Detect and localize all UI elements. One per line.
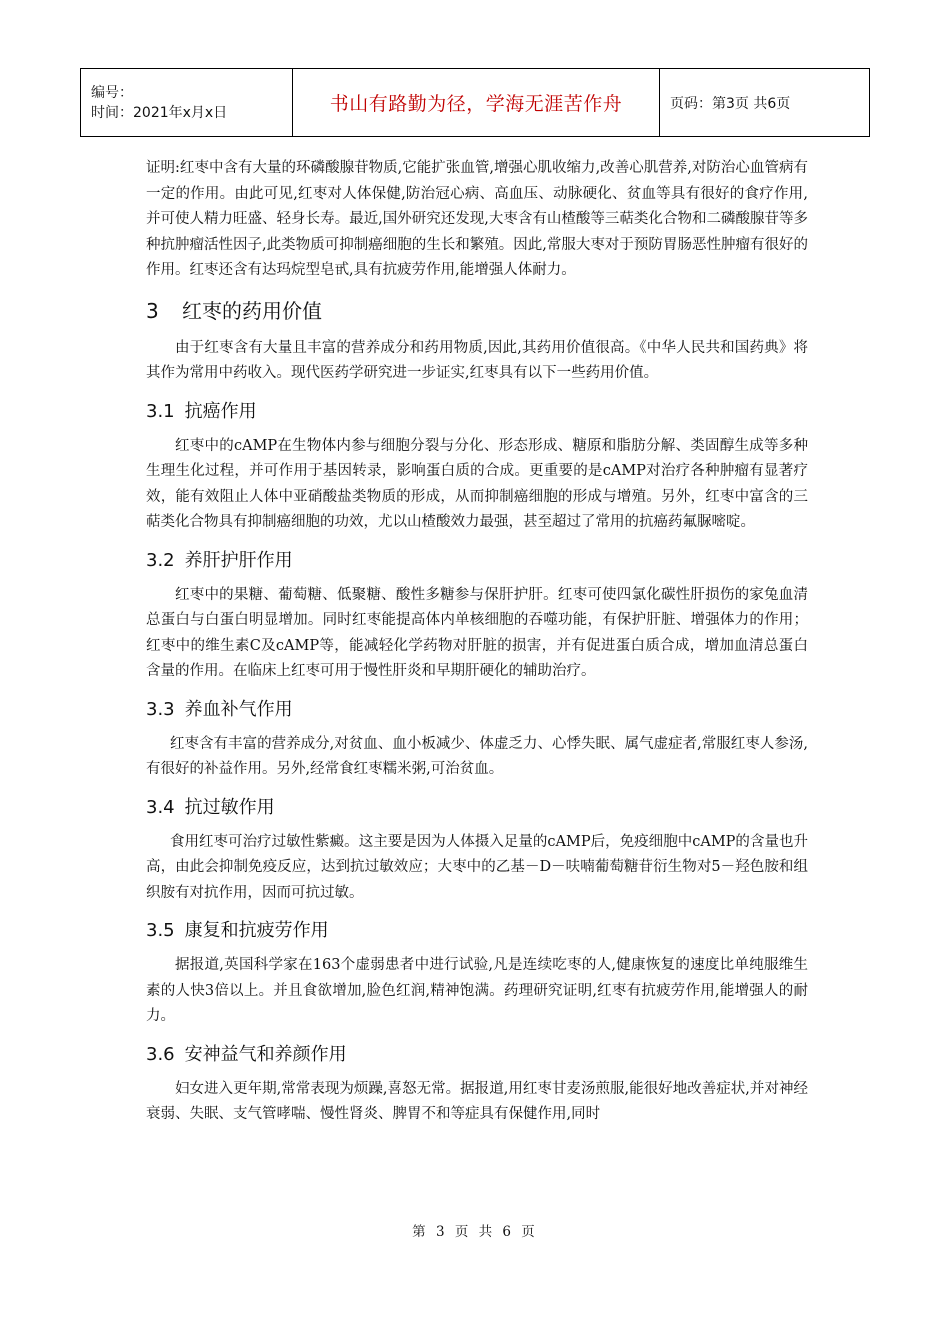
subsection-title: 康复和抗疲劳作用	[184, 920, 329, 941]
section-3-paragraph: 由于红枣含有大量且丰富的营养成分和药用物质,因此,其药用价值很高。《中华人民共和国药典》将其作为常用中药收入。现代医药学研究进一步证实,红枣具有以下一些药用价值。	[146, 339, 808, 381]
header-motto: 书山有路勤为径，学海无涯苦作舟	[293, 69, 660, 137]
section-3-title: 红枣的药用价值	[182, 298, 322, 323]
subsection-number: 3.5	[146, 920, 175, 941]
subsection-number: 3.4	[146, 796, 175, 818]
subsection-3-4-paragraph: 食用红枣可治疗过敏性紫癜。这主要是因为人体摄入足量的cAMP后，免疫细胞中cAMP的含量也升高，由此会抑制免疫反应，达到抗过敏效应；大枣中的乙基－D－呋喃葡萄糖苷衍生物对5－羟色胺和组织胺有对抗作用，因而可抗过敏。	[146, 833, 808, 901]
subsection-3-2-heading	[146, 547, 808, 575]
subsection-3-4-heading	[146, 794, 808, 822]
subsection-3-6-paragraph: 妇女进入更年期,常常表现为烦躁,喜怒无常。据报道,用红枣甘麦汤煎服,能很好地改善症状,并对神经衰弱、失眠、支气管哮喘、慢性肾炎、脾胃不和等症具有保健作用,同时	[146, 1080, 808, 1122]
subsection-3-2-paragraph: 红枣中的果糖、葡萄糖、低聚糖、酸性多糖参与保肝护肝。红枣可使四氯化碳性肝损伤的家兔血清总蛋白与白蛋白明显增加。同时红枣能提高体内单核细胞的吞噬功能，有保护肝脏、增强体力的作用；红枣中的维生素C及cAMP等，能减轻化学药物对肝脏的损害，并有促进蛋白质合成，增加血清总蛋白含量的作用。在临床上红枣可用于慢性肝炎和早期肝硬化的辅助治疗。	[146, 586, 808, 679]
subsection-title: 安神益气和养颜作用	[184, 1043, 347, 1065]
subsection-3-6-heading	[146, 1041, 808, 1069]
section-3-number: 3	[146, 298, 159, 323]
header-time: 时间：2021年x月x日	[91, 104, 228, 121]
subsection-number: 3.6	[146, 1043, 175, 1065]
subsection-number: 3.3	[146, 698, 175, 720]
document-body	[146, 156, 808, 1128]
subsection-title: 养血补气作用	[184, 698, 293, 720]
section-3-heading	[146, 296, 808, 326]
subsection-number: 3.2	[146, 549, 175, 571]
subsection-3-3-paragraph: 红枣含有丰富的营养成分,对贫血、血小板减少、体虚乏力、心悸失眠、属气虚症者,常服红枣人参汤,有很好的补益作用。另外,经常食红枣糯米粥,可治贫血。	[146, 735, 808, 777]
subsection-3-1-heading	[146, 398, 808, 426]
header-page-info: 页码：第3页 共6页	[660, 69, 870, 137]
subsection-number: 3.1	[146, 400, 175, 422]
subsection-title: 抗过敏作用	[184, 796, 275, 818]
subsection-3-1-paragraph: 红枣中的cAMP在生物体内参与细胞分裂与分化、形态形成、糖原和脂肪分解、类固醇生成等多种生理生化过程，并可作用于基因转录，影响蛋白质的合成。更重要的是cAMP对治疗各种肿瘤有显著疗效，能有效阻止人体中亚硝酸盐类物质的形成，从而抑制癌细胞的形成与增殖。另外，红枣中富含的三萜类化合物具有抑制癌细胞的功效，尤以山楂酸效力最强，甚至超过了常用的抗癌药氟脲嘧啶。	[146, 437, 808, 530]
intro-paragraph: 证明:红枣中含有大量的环磷酸腺苷物质,它能扩张血管,增强心肌收缩力,改善心肌营养,对防治心血管病有一定的作用。由此可见,红枣对人体保健,防治冠心病、高血压、动脉硬化、贫血等具有很好的食疗作用,并可使人精力旺盛、轻身长寿。最近,国外研究还发现,大枣含有山楂酸等三萜类化合物和二磷酸腺苷等多种抗肿瘤活性因子,此类物质可抑制癌细胞的生长和繁殖。因此,常服大枣对于预防胃肠恶性肿瘤有很好的作用。红枣还含有达玛烷型皂甙,具有抗疲劳作用,能增强人体耐力。	[146, 160, 808, 278]
header-meta	[81, 69, 293, 137]
subsection-3-5-heading	[146, 917, 808, 945]
subsection-title: 养肝护肝作用	[184, 549, 293, 571]
page-footer: 第 3 页 共 6 页	[412, 1224, 538, 1240]
subsection-title: 抗癌作用	[184, 400, 257, 422]
subsection-3-3-heading	[146, 696, 808, 724]
header-code: 编号：	[91, 84, 133, 101]
page-header	[80, 68, 870, 137]
subsection-3-5-paragraph: 据报道,英国科学家在163个虚弱患者中进行试验,凡是连续吃枣的人,健康恢复的速度比单纯服维生素的人快3倍以上。并且食欲增加,脸色红润,精神饱满。药理研究证明,红枣有抗疲劳作用,能增强人的耐力。	[146, 957, 808, 1024]
